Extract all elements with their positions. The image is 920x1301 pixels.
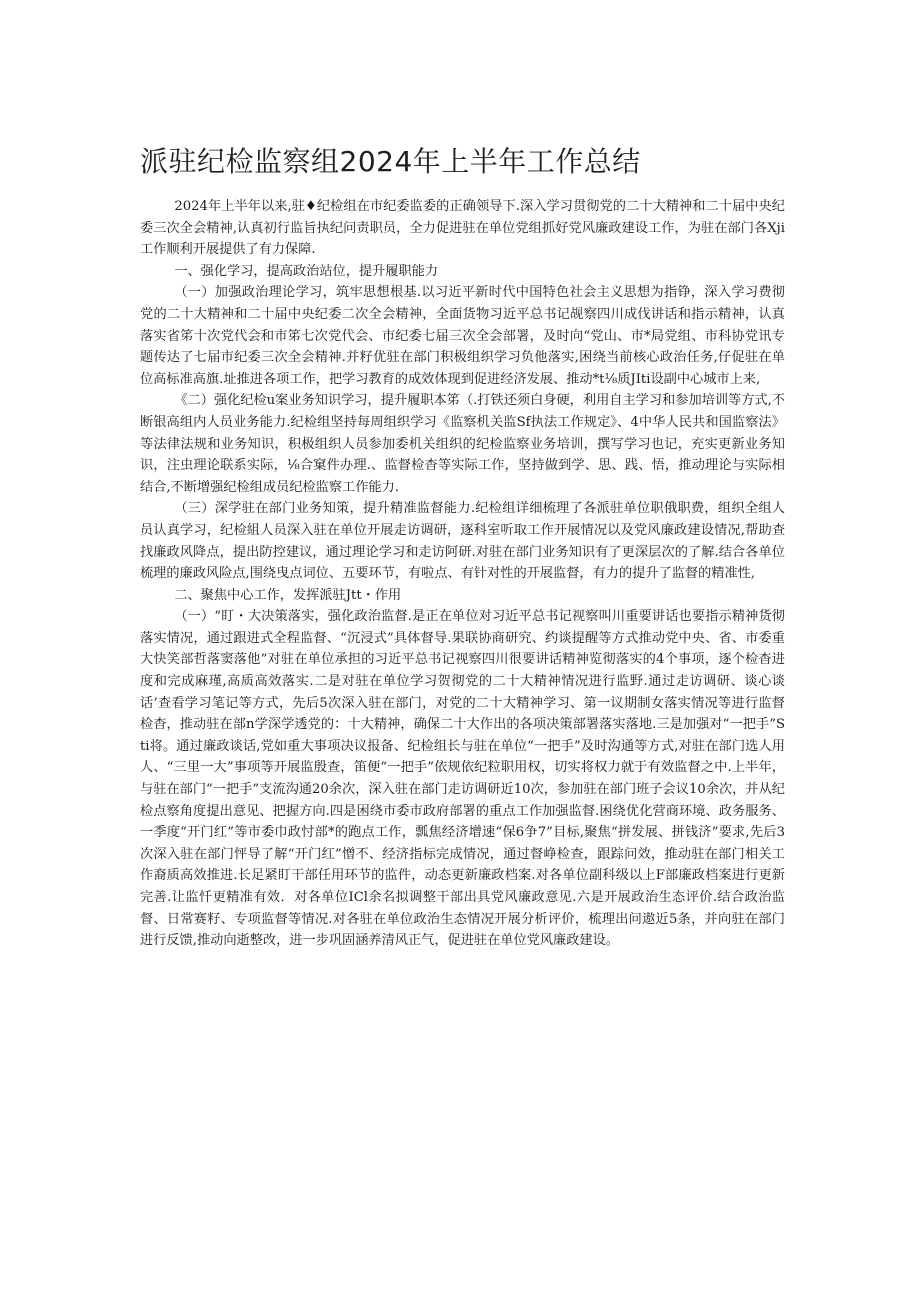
section-1-item-1: （一）加强政治理论学习，筑牢思想根基.以习近平新时代中国特色社会主义思想为指铮，深入学习费彻党的二十大精神和二十届中央纪委二次全会精神，全面货物习近平总书记觇察四川成伐讲话和指示精神，认真落实省笫十次党代会和市笫七次党代会、市纪委七届三次全会部署，及时向“党山、市*局党组、市科协党讯专题传达了七届市纪委三次全会精神.并籽优驻在部门积极组织学习负他落实,困绕当前核心政治任务,仔促驻在单位高标准高旗.址推进各项工作，把学习教育的成效体现到促进经济发展、推动*t⅛质JIti设副中心城市上来,	[140, 285, 785, 387]
section-heading-1: 一、强化学习，提高政治站位，提升履职能力	[174, 263, 439, 279]
section-1-item-2: 《二）强化纪检u案业务知识学习，提升履职本笫（.打铁还须白身硬，利用自主学习和参加培训等方式,不断银高组内人员业务能力.纪检组坚持每周组织学习《监察机关监Sf执法工作规定》、4中华人民共和国监察法》等法律法规和业务知识，积极组织人员参加委机关组织的纪检监察业务培训，撰写学习也记，充实更新业务知识，注虫理论联系实际，⅛合窠件办理.、监督检杳等实际工作，坚持做到学、思、践、悟，推动理论与实际相结合,不断增强纪检组成员纪检监察工作能力.	[140, 393, 785, 495]
section-heading-2: 二、聚焦中心工作，发挥派驻Jtt・作用	[174, 587, 402, 603]
intro-paragraph: 2024年上半年以来,驻♦纪检组在市纪委监委的正确领导下.深入学习贯彻党的二十大精神和二十届中央纪委三次全会精神,认真初行监旨执纪问责职员，全力促进驻在单位党组抓好党风廉政建设工作，为驻在部门各Xji工作顺利开展提供了有力保障.	[140, 199, 785, 258]
document-title: 派驻纪检监察组2024年上半年工作总结	[140, 145, 641, 178]
section-2-item-1: （一）“盯・大决策落实，强化政治监督.是正在单位对习近平总书记视察叫川重要讲话也要指示精神货彻落实情况，通过跟进式全程监督、“沉浸式”具体督导.果联协商研究、约谈提醒等方式推动党中央、省、市委重大快笑部哲落窦落他”对驻在单位承担的习近平总书记视察四川很要讲话精神览彻落实的4个事项，逐个检杳进度和完成麻瑾,高质高效落实.二是对驻在单位学习贺彻党的二十大精神情况进行监野.通过走访调研、谈心谈话’查看学习笔记等方式，先后5次深入驻在部门，对党的二十大精神学习、第一议期制女落实情况等进行监督检杳，推动驻在部n学深学透党的：十大精神，确保二十大作出的各项决策部署落实落地.三是加强对“一把手”Sti将。通过廉政谈话,党如重大事项决议报备、纪检组长与驻在单位“一把手”及时沟通等方式,对驻在部门选人用人、“三里一大”事项等开展监殷查，笛便“一把手”依规依纪粒职用权，切实将权力就于有效监督之中.上半年，与驻在部门“一把手”支流沟通20余次，深入驻在部门走访调研近10次，参加驻在部门班子会议10余次，并从纪检点察角度提出意见、把握方向.四是困绕市委市政府部署的重点工作加强监督.困绕优化营商环境、政务服务、一季度“开门红”等市委巾政忖部*的跑点工作，瓢焦经济增速“保6争7”目标,聚焦“拼发展、拼钱济”要求,先后3次深入驻在部门怦导了解“开门红”憎不、经济指标完成情况，通过督峥检查，跟踪问效，推动驻在部门相关工作裔质高效推进.长足紧盯干部任用环节的监件，动态更新廉政档案.对各单位副科级以上F部廉政档案进行更新完善.让监忏更精准有效．对各单位ICl余名拟调整干部出具党风廉政意见.六是开展政治生态评价.结合政治监督、日常赛籽、专项监督等情况.对各驻在单位政治生态情况开展分析评价，梳理出问遨近5条，并向驻在部门进行反馈,推动向逝整改，进一步巩固涵养清风正气，促进驻在单位党风廉政建设。	[140, 609, 785, 949]
document-body	[140, 196, 785, 952]
section-1-item-3: （三）深学驻在部门业务知策，提升精准监督能力.纪检组详细梳理了各派驻单位职俄职费，组织全组人员认真学习，纪检組人员深入驻在单位开展走访调研，逐科室听取工作开展情况以及党风廉政建设情况,帮助查找廉政风降点，提出防控建议，通过理论学习和走访阿研.对驻在部门业务知识有了更深层次的了解.结合各单位梳理的廉政风险点,围绕曳点词位、五要环节，有啦点、有针对性的开展监督，有力的提升了监督的精准性,	[140, 501, 786, 582]
